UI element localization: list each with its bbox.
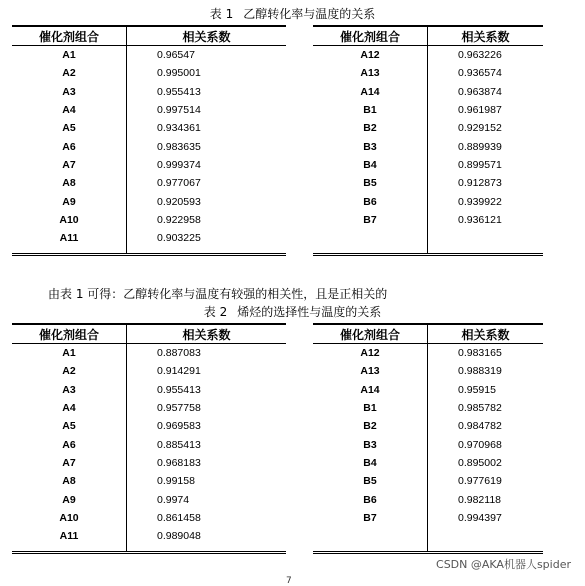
coefficient-cell: 0.963874 (458, 85, 502, 98)
empty-row (313, 229, 543, 247)
table-row (12, 435, 286, 453)
coefficient-cell: 0.889939 (458, 140, 502, 153)
coefficient-cell: 0.903225 (157, 232, 201, 245)
coefficient-cell: 0.983635 (157, 140, 201, 153)
catalyst-group-cell: A7 (12, 156, 127, 174)
table-row (313, 381, 543, 399)
coefficient-cell: 0.895002 (458, 456, 502, 469)
catalyst-group-cell: A3 (12, 381, 127, 399)
table-row (12, 509, 286, 527)
catalyst-group-cell: A5 (12, 417, 127, 435)
column-header-catalyst: 催化剂组合 (313, 324, 428, 344)
coefficient-cell: 0.977067 (157, 177, 201, 190)
catalyst-group-cell: A11 (12, 229, 127, 247)
coefficient-cell: 0.955413 (157, 85, 201, 98)
table-row (313, 101, 543, 119)
catalyst-group-cell: A13 (313, 64, 428, 82)
catalyst-group-cell: A14 (313, 381, 428, 399)
watermark: CSDN @AKA机器人spider (436, 558, 571, 571)
coefficient-cell: 0.997514 (157, 104, 201, 117)
catalyst-group-cell: A6 (12, 137, 127, 155)
table-row (313, 344, 543, 363)
catalyst-group-cell: A10 (12, 211, 127, 229)
coefficient-cell: 0.984782 (458, 420, 502, 433)
coefficient-cell: 0.914291 (157, 365, 201, 378)
catalyst-group-cell: A4 (12, 399, 127, 417)
catalyst-group-cell: B6 (313, 490, 428, 508)
column-header-coefficient: 相关系数 (428, 26, 544, 46)
coefficient-cell: 0.994397 (458, 511, 502, 524)
catalyst-group-cell: A3 (12, 83, 127, 101)
catalyst-group-cell: A9 (12, 192, 127, 210)
coefficient-cell: 0.988319 (458, 365, 502, 378)
catalyst-group-cell: A5 (12, 119, 127, 137)
table-row (12, 344, 286, 363)
table2-caption-text: 烯烃的选择性与温度的关系 (237, 305, 382, 319)
coefficient-cell: 0.861458 (157, 511, 201, 524)
coefficient-cell: 0.977619 (458, 475, 502, 488)
table-row (12, 417, 286, 435)
catalyst-group-cell: B2 (313, 119, 428, 137)
table-row (12, 174, 286, 192)
table-row (12, 229, 286, 247)
coefficient-cell: 0.912873 (458, 177, 502, 190)
catalyst-group-cell: A7 (12, 454, 127, 472)
coefficient-cell: 0.887083 (157, 347, 201, 360)
table1-caption-text: 乙醇转化率与温度的关系 (243, 7, 376, 21)
table-row (313, 211, 543, 229)
coefficient-cell: 0.983165 (458, 347, 502, 360)
table2-caption-number: 表 2 (203, 305, 228, 319)
table-row (12, 83, 286, 101)
coefficient-cell: 0.957758 (157, 402, 201, 415)
coefficient-cell: 0.961987 (458, 104, 502, 117)
column-header-catalyst: 催化剂组合 (12, 26, 127, 46)
table-row (313, 64, 543, 82)
coefficient-cell: 0.999374 (157, 158, 201, 171)
table1-left (12, 25, 286, 256)
coefficient-cell: 0.969583 (157, 420, 201, 433)
table-row (12, 454, 286, 472)
table-row (313, 192, 543, 210)
table2-left (12, 323, 286, 554)
table1-right (313, 25, 543, 256)
table-row (12, 399, 286, 417)
catalyst-group-cell: A10 (12, 509, 127, 527)
catalyst-group-cell: A14 (313, 83, 428, 101)
coefficient-cell: 0.989048 (157, 530, 201, 543)
table-row (12, 362, 286, 380)
catalyst-group-cell: B5 (313, 472, 428, 490)
body-paragraph: 由表 1 可得：乙醇转化率与温度有较强的相关性，且是正相关的 (48, 287, 388, 301)
column-header-coefficient: 相关系数 (428, 324, 544, 344)
catalyst-group-cell: A12 (313, 46, 428, 65)
table-row (313, 399, 543, 417)
table-row (313, 46, 543, 65)
page-number: 7 (286, 576, 292, 586)
coefficient-cell: 0.963226 (458, 49, 502, 62)
table-row (12, 527, 286, 545)
table-row (313, 362, 543, 380)
coefficient-cell: 0.99158 (157, 475, 195, 488)
coefficient-cell: 0.936121 (458, 213, 502, 226)
column-header-catalyst: 催化剂组合 (12, 324, 127, 344)
coefficient-cell: 0.96547 (157, 49, 195, 62)
catalyst-group-cell: A1 (12, 344, 127, 363)
catalyst-group-cell: B3 (313, 435, 428, 453)
catalyst-group-cell: B7 (313, 211, 428, 229)
catalyst-group-cell: A6 (12, 435, 127, 453)
catalyst-group-cell: B2 (313, 417, 428, 435)
coefficient-cell: 0.95915 (458, 383, 496, 396)
table2-caption (0, 305, 585, 319)
table-row (313, 137, 543, 155)
catalyst-group-cell: B7 (313, 509, 428, 527)
table1-caption-number: 表 1 (209, 7, 234, 21)
table-row (12, 381, 286, 399)
table-row (313, 417, 543, 435)
table1-caption (0, 7, 585, 21)
catalyst-group-cell: A11 (12, 527, 127, 545)
catalyst-group-cell: B6 (313, 192, 428, 210)
catalyst-group-cell: A1 (12, 46, 127, 65)
table-row (12, 137, 286, 155)
catalyst-group-cell: A2 (12, 362, 127, 380)
table-row (313, 509, 543, 527)
table-row (313, 454, 543, 472)
catalyst-group-cell: A2 (12, 64, 127, 82)
coefficient-cell: 0.970968 (458, 438, 502, 451)
table-row (313, 472, 543, 490)
catalyst-group-cell: B5 (313, 174, 428, 192)
coefficient-cell: 0.955413 (157, 383, 201, 396)
coefficient-cell: 0.922958 (157, 213, 201, 226)
catalyst-group-cell: A12 (313, 344, 428, 363)
table-row (12, 156, 286, 174)
coefficient-cell: 0.920593 (157, 195, 201, 208)
catalyst-group-cell: A13 (313, 362, 428, 380)
catalyst-group-cell: B4 (313, 454, 428, 472)
catalyst-group-cell: B4 (313, 156, 428, 174)
table-row (12, 490, 286, 508)
column-header-catalyst: 催化剂组合 (313, 26, 428, 46)
coefficient-cell: 0.939922 (458, 195, 502, 208)
table-row (313, 119, 543, 137)
table-row (12, 192, 286, 210)
column-header-coefficient: 相关系数 (127, 324, 287, 344)
table-row (313, 174, 543, 192)
coefficient-cell: 0.968183 (157, 456, 201, 469)
table2-right (313, 323, 543, 554)
table-row (12, 472, 286, 490)
coefficient-cell: 0.9974 (157, 493, 190, 506)
catalyst-group-cell: B1 (313, 101, 428, 119)
catalyst-group-cell: B1 (313, 399, 428, 417)
table-row (12, 46, 286, 65)
column-header-coefficient: 相关系数 (127, 26, 287, 46)
table-row (313, 490, 543, 508)
table-row (12, 119, 286, 137)
coefficient-cell: 0.929152 (458, 122, 502, 135)
coefficient-cell: 0.985782 (458, 402, 502, 415)
coefficient-cell: 0.899571 (458, 158, 502, 171)
catalyst-group-cell: B3 (313, 137, 428, 155)
coefficient-cell: 0.934361 (157, 122, 201, 135)
catalyst-group-cell: A8 (12, 174, 127, 192)
catalyst-group-cell: A4 (12, 101, 127, 119)
coefficient-cell: 0.982118 (458, 493, 502, 506)
table-row (313, 156, 543, 174)
catalyst-group-cell: A8 (12, 472, 127, 490)
table-row (12, 211, 286, 229)
coefficient-cell: 0.936574 (458, 67, 502, 80)
coefficient-cell: 0.995001 (157, 67, 201, 80)
table-row (12, 64, 286, 82)
coefficient-cell: 0.885413 (157, 438, 201, 451)
table-row (313, 83, 543, 101)
table-row (12, 101, 286, 119)
catalyst-group-cell: A9 (12, 490, 127, 508)
table-row (313, 435, 543, 453)
empty-row (313, 527, 543, 545)
